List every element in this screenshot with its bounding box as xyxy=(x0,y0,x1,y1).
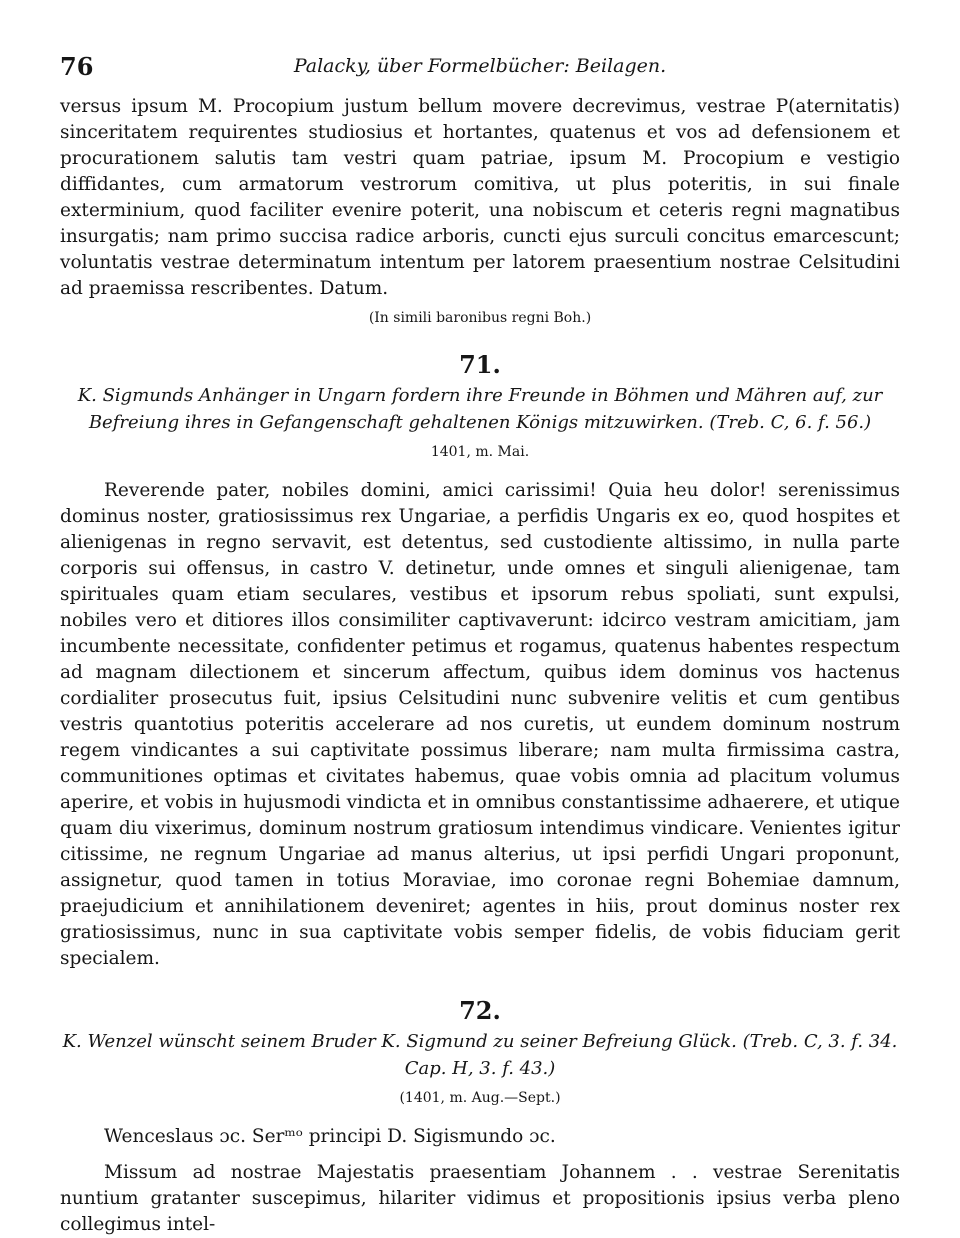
section-71-heading: K. Sigmunds Anhänger in Ungarn fordern ihre Freunde in Böhmen und Mähren auf, zur Befreiung ihres in Gefangenschaft gehaltenen Königs mitzuwirken. (Treb. C, 6. f. 56.) xyxy=(77,385,883,433)
section-71-number: 71. xyxy=(459,350,501,379)
page-number: 76 xyxy=(60,52,94,81)
section-72-heading: K. Wenzel wünscht seinem Bruder K. Sigmund zu seiner Befreiung Glück. (Treb. C, 3. f. 34. Cap. H, 3. f. 43.) xyxy=(62,1031,898,1079)
page-header xyxy=(60,52,900,84)
section-71-date: 1401, m. Mai. xyxy=(430,444,530,460)
page-body xyxy=(60,94,900,1238)
section-72-text: Missum ad nostrae Majestatis praesentiam Johannem . . vestrae Serenitatis nuntium gratanter suscepimus, hilariter vidimus et propositionis ipsius verba pleno collegimus intel- xyxy=(60,1162,900,1235)
running-head: Palacky, über Formelbücher: Beilagen. xyxy=(293,55,667,77)
section-70-continuation: versus ipsum M. Procopium justum bellum movere decrevimus, vestrae P(aternitatis) sinceritatem requirentes studiosius et hortantes, quatenus et vos ad defensionem et procurationem salutis tam vestri quam patriae, ipsum M. Procopium e vestigio diffidantes, cum armatorum vestrorum comitiva, ut plus poteritis, in sui finale exterminium, quod faciliter evenire poterit, una nobiscum et ceteris regni magnatibus insurgatis; nam primo succisa radice arboris, cuncti ejus surculi concitus emarcescunt; voluntatis vestrae determinatum intentum per latorem praesentium nostrae Celsitudini ad praemissa rescribentes. Datum. xyxy=(60,96,900,299)
section-72-salutation: Wenceslaus ɔc. Serᵐᵒ principi D. Sigismundo ɔc. xyxy=(104,1126,556,1147)
section-72-number: 72. xyxy=(459,996,501,1025)
section-71-text: Reverende pater, nobiles domini, amici carissimi! Quia heu dolor! serenissimus dominus noster, gratiosissimus rex Ungariae, a perfidis Ungaris ex eo, quod hospites et alienigenas in regno servavit, est detentus, sed custodiente altissimo, in nulla parte corporis sui offensus, in castro V. detinetur, unde omnes et singuli alienigenae, tam spirituales quam etiam seculares, vestibus et ipsorum rebus spoliati, sunt expulsi, nobiles vero et ditiores illos consimiliter captivaverunt: idcirco vestram amicitiam, jam incumbente necessitate, confidenter petimus et rogamus, quatenus habentes respectum ad magnam dilectionem et sincerum affectum, quibus idem dominus vos hactenus cordialiter prosecutus fuit, ipsius Celsitudini nunc subvenire velitis et cum gentibus vestris quantotius poteritis accelerare ad nos curetis, ut eundem dominum nostrum regem vindicantes a sui captivitate possimus liberare; nam multa firmissima castra, communitiones optimas et civitates habemus, quae vobis omnia ad placitum volumus aperire, et vobis in hujusmodi vindicta et in omnibus constantissime adhaerere, et utique quam diu vixerimus, dominum nostrum gratiosum intendimus vindicare. Venientes igitur citissime, ne regnum Ungariae ad manus alterius, ut ipsi perfidi Ungari proponunt, assignetur, quod tamen in totius Moraviae, imo coronae regni Bohemiae damnum, praejudicium et annihilationem deveniret; agentes in hiis, prout dominus noster rex gratiosissimus, nunc in sua captivitate vobis semper fidelis, de vobis fiduciam gerit specialem. xyxy=(60,480,900,969)
section-72-date: (1401, m. Aug.—Sept.) xyxy=(399,1090,561,1106)
section-70-note: (In simili baronibus regni Boh.) xyxy=(368,310,592,326)
